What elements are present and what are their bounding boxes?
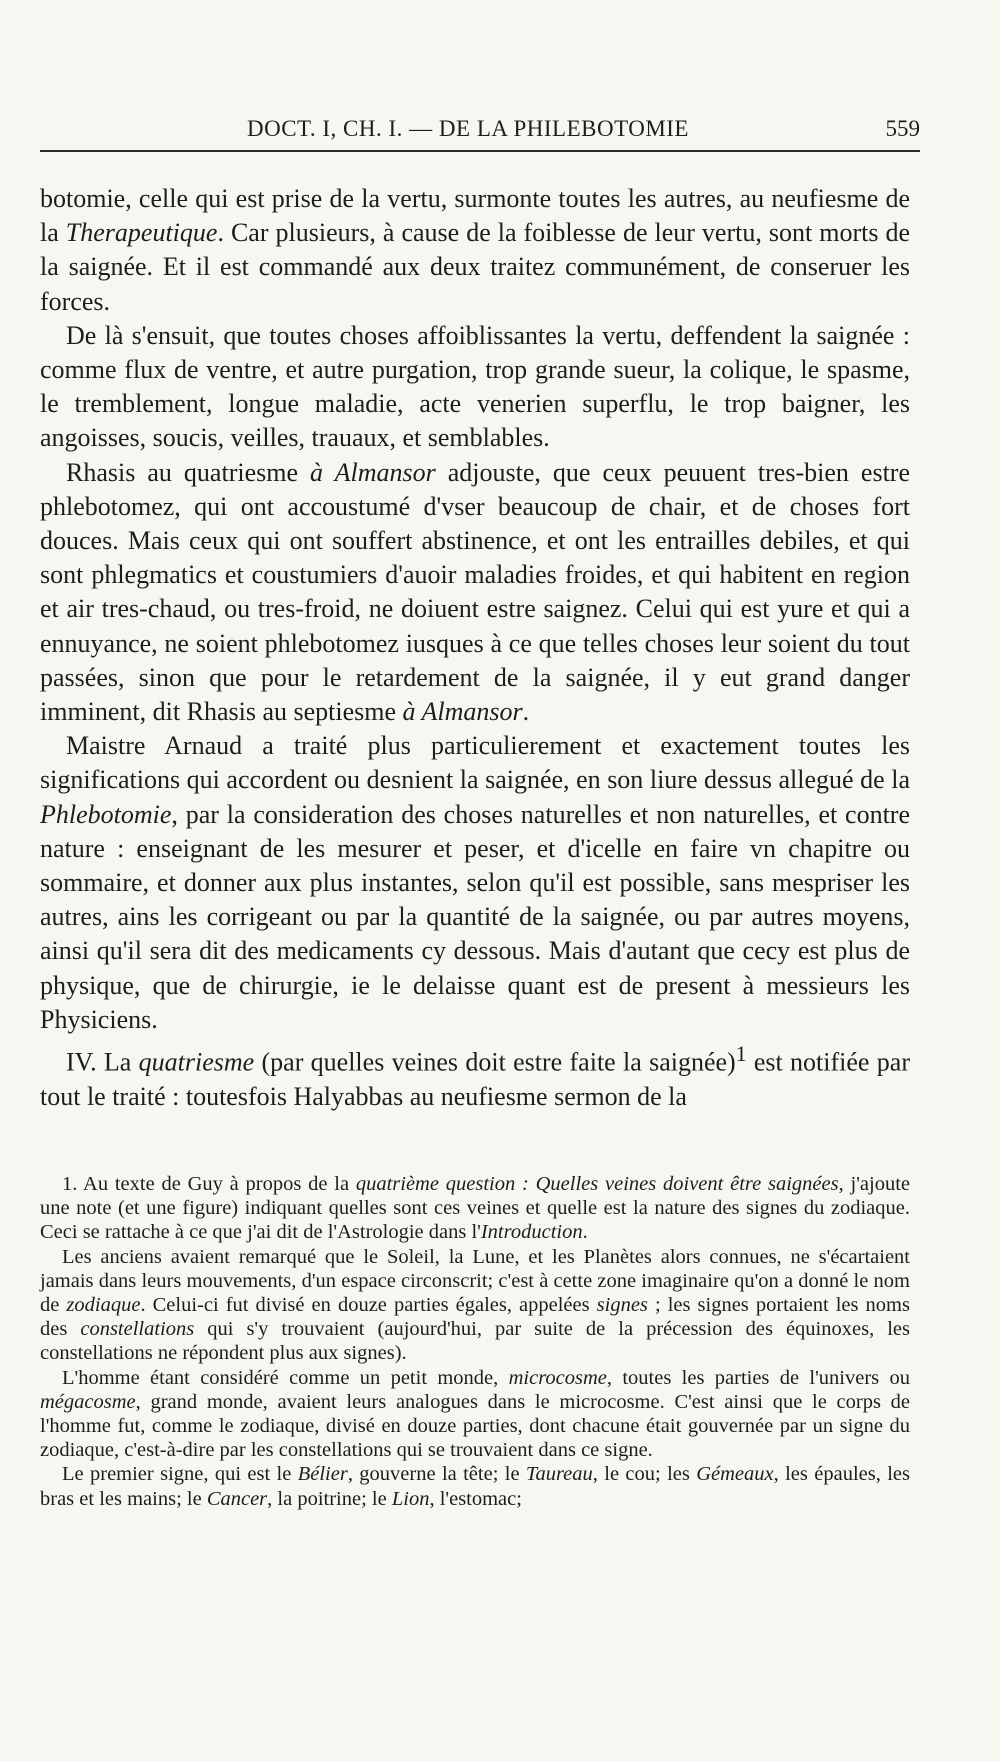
main-text: [40, 182, 910, 1114]
work-title-almansor-2: à Almansor: [402, 697, 523, 727]
footnote-1: 1. Au texte de Guy à propos de la quatrième question : Quelles veines doivent être saignées, j'ajoute une note (et une figure) indiquant quelles sont ces veines et quelle est la nature des signes du zodiaque. Ceci se rattache à ce que j'ai dit de l'Astrologie dans l'Introduction.: [40, 1173, 910, 1244]
running-header: [40, 110, 920, 152]
footnote-paragraph-3: L'homme étant considéré comme un petit monde, microcosme, toutes les parties de l'univers ou mégacosme, grand monde, avaient leurs analogues dans le microcosme. C'est ainsi que le corps de l'homme fut, comme le zodiaque, divisé en douze parties, dont chacune était gouvernée par un signe du zodiaque, c'est-à-dire par les constellations qui se trouvaient dans ce signe.: [40, 1366, 910, 1462]
paragraph-3: Rhasis au quatriesme à Almansor adjouste, que ceux peuuent tres-bien estre phlebotomez, qui ont accoustumé d'vser beaucoup de chair, et de choses fort douces. Mais ceux qui ont souffert abstinence, et ont les entrailles debiles, et qui sont phlegmatics et coustumiers d'auoir maladies froides, et qui habitent en region et air tres-chaud, ou tres-froid, ne doiuent estre saignez. Celui qui est yure et qui a ennuyance, ne soient phlebotomez iusques à ce que telles choses leur soient du tout passées, sinon que pour le retardement de la saignée, il y eut grand danger imminent, dit Rhasis au septiesme à Almansor.: [40, 457, 910, 727]
page-number: 559: [885, 116, 920, 141]
paragraph-1: botomie, celle qui est prise de la vertu, surmonte toutes les autres, au neufiesme de la Therapeutique. Car plusieurs, à cause de la foiblesse de leur vertu, sont morts de la saignée. Et il est commandé aux deux traitez communément, de conseruer les forces.: [40, 184, 910, 316]
footnote-marker: 1: [735, 1042, 747, 1067]
work-title-therapeutique: Therapeutique: [65, 218, 218, 248]
footnotes: [40, 1172, 910, 1511]
work-title-phlebotomie: Phlebotomie: [40, 799, 172, 829]
paragraph-5: IV. La quatriesme (par quelles veines doit estre faite la saignée)$^1$ est notifiée par tout le traité : toutesfois Halyabbas au neufiesme sermon de la: [40, 1042, 910, 1111]
paragraph-2: De là s'ensuit, que toutes choses affoiblissantes la vertu, deffendent la saignée : comme flux de ventre, et autre purgation, trop grande sueur, la colique, le spasme, le tremblement, longue maladie, acte venerien superflu, le trop baigner, les angoisses, soucis, veilles, trauaux, et semblables.: [40, 320, 910, 453]
footnote-paragraph-2: Les anciens avaient remarqué que le Soleil, la Lune, et les Planètes alors connues, ne s'écartaient jamais dans leurs mouvements, d'un espace circonscrit; c'est à cette zone imaginaire qu'on a donné le nom de zodiaque. Celui-ci fut divisé en douze parties égales, appelées signes ; les signes portaient les noms des constellations qui s'y trouvaient (aujourd'hui, par suite de la précession des équinoxes, les constellations ne répondent plus aux signes).: [40, 1245, 910, 1365]
footnote-paragraph-4: Le premier signe, qui est le Bélier, gouverne la tête; le Taureau, le cou; les Gémeaux, les épaules, les bras et les mains; le Cancer, la poitrine; le Lion, l'estomac;: [40, 1463, 910, 1510]
work-title-almansor: à Almansor: [310, 457, 436, 487]
running-title: DOCT. I, CH. I. — DE LA PHILEBOTOMIE: [247, 116, 689, 141]
paragraph-4: Maistre Arnaud a traité plus particulierement et exactement toutes les significations qui accordent ou desnient la saignée, en son liure dessus allegué de la Phlebotomie, par la consideration des choses naturelles et non naturelles, et contre nature : enseignant de les mesurer et peser, et d'icelle en faire vn chapitre ou sommaire, et donner aux plus instantes, selon qu'il est possible, sans mespriser les autres, ains les corrigeant ou par la quantité de la saignée, ou par autres moyens, ainsi qu'il sera dit des medicaments cy dessous. Mais d'autant que cecy est plus de physique, que de chirurgie, ie le delaisse quant est de present à messieurs les Physiciens.: [40, 731, 910, 1034]
term-quatriesme: quatriesme: [138, 1047, 255, 1077]
